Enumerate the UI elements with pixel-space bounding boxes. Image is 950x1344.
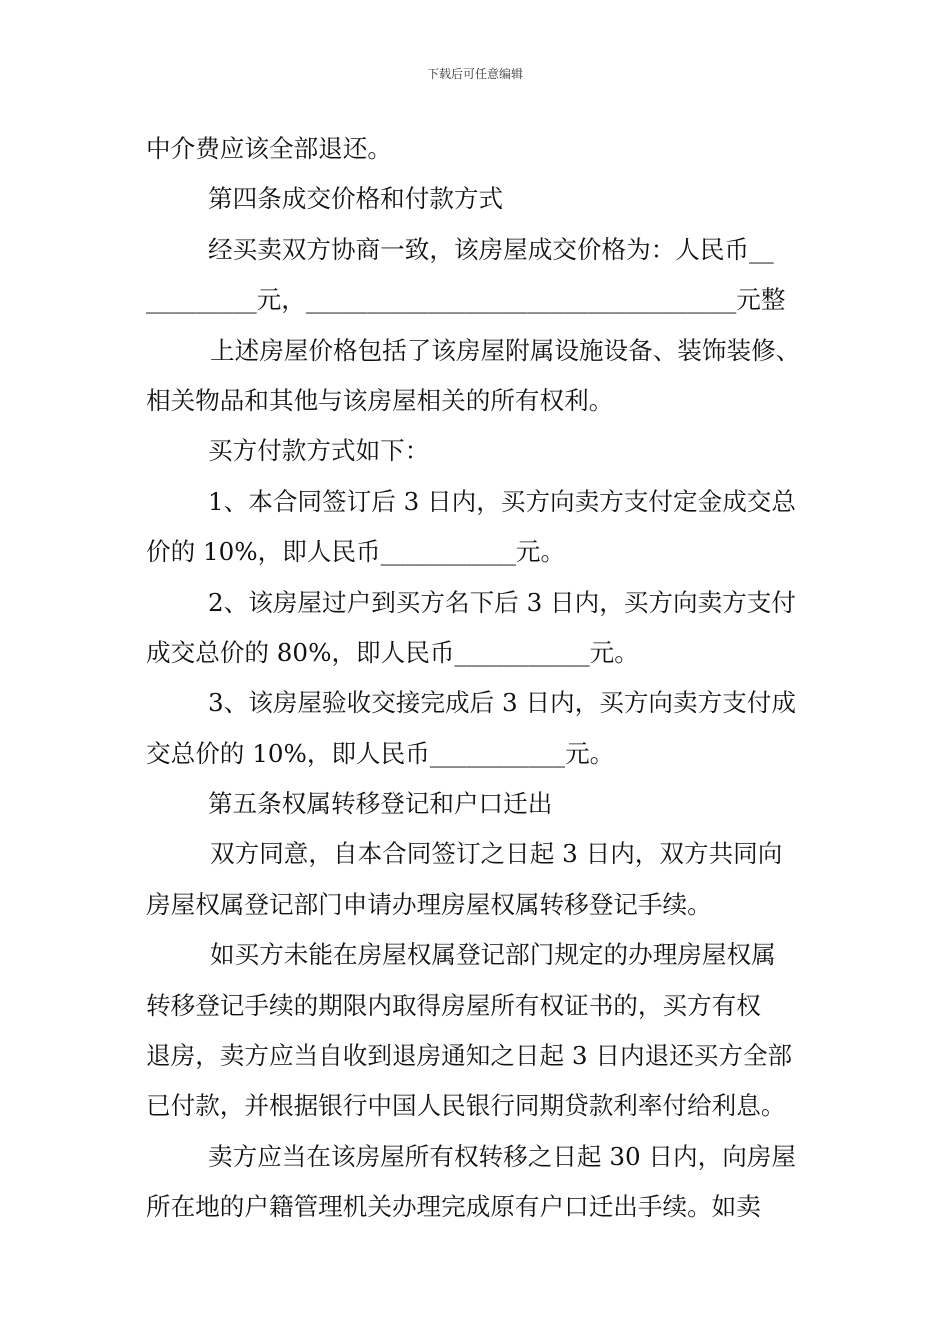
page-header: 下载后可任意编辑 — [426, 67, 523, 81]
text-line: 已付款，并根据银行中国人民银行同期贷款利率付给利息。 — [146, 1091, 786, 1121]
text-line: 经买卖双方协商一致，该房屋成交价格为：人民币__ — [208, 234, 774, 264]
text-line: 双方同意，自本合同签订之日起 3 日内，双方共同向 — [210, 839, 783, 869]
text-line: 卖方应当在该房屋所有权转移之日起 30 日内，向房屋 — [208, 1141, 796, 1171]
text-line: 价的 10%，即人民币___________元。 — [146, 537, 566, 567]
text-line: 1、本合同签订后 3 日内，买方向卖方支付定金成交总 — [208, 486, 796, 516]
section-heading-4: 第四条成交价格和付款方式 — [208, 184, 504, 214]
text-line: 如买方未能在房屋权属登记部门规定的办理房屋权属 — [210, 940, 776, 970]
text-line: 2、该房屋过户到买方名下后 3 日内，买方向卖方支付 — [208, 587, 796, 617]
section-heading-5: 第五条权属转移登记和户口迁出 — [208, 789, 553, 819]
text-line: 房屋权属登记部门申请办理房屋权属转移登记手续。 — [146, 889, 712, 919]
text-line: 所在地的户籍管理机关办理完成原有户口迁出手续。如卖 — [146, 1192, 761, 1222]
text-line: 转移登记手续的期限内取得房屋所有权证书的，买方有权 — [146, 990, 761, 1020]
text-line: 3、该房屋验收交接完成后 3 日内，买方向卖方支付成 — [208, 688, 796, 718]
text-line: 相关物品和其他与该房屋相关的所有权利。 — [146, 385, 614, 415]
text-line: 退房，卖方应当自收到退房通知之日起 3 日内退还买方全部 — [146, 1041, 793, 1071]
text-line: _________元，___________________________________元整 — [146, 285, 786, 315]
document-body — [146, 124, 811, 1233]
text-line: 成交总价的 80%，即人民币___________元。 — [146, 637, 639, 667]
text-line: 上述房屋价格包括了该房屋附属设施设备、装饰装修、 — [210, 335, 801, 365]
text-line: 交总价的 10%，即人民币___________元。 — [146, 738, 615, 768]
text-line: 中介费应该全部退还。 — [146, 134, 392, 163]
text-line: 买方付款方式如下： — [208, 436, 430, 466]
